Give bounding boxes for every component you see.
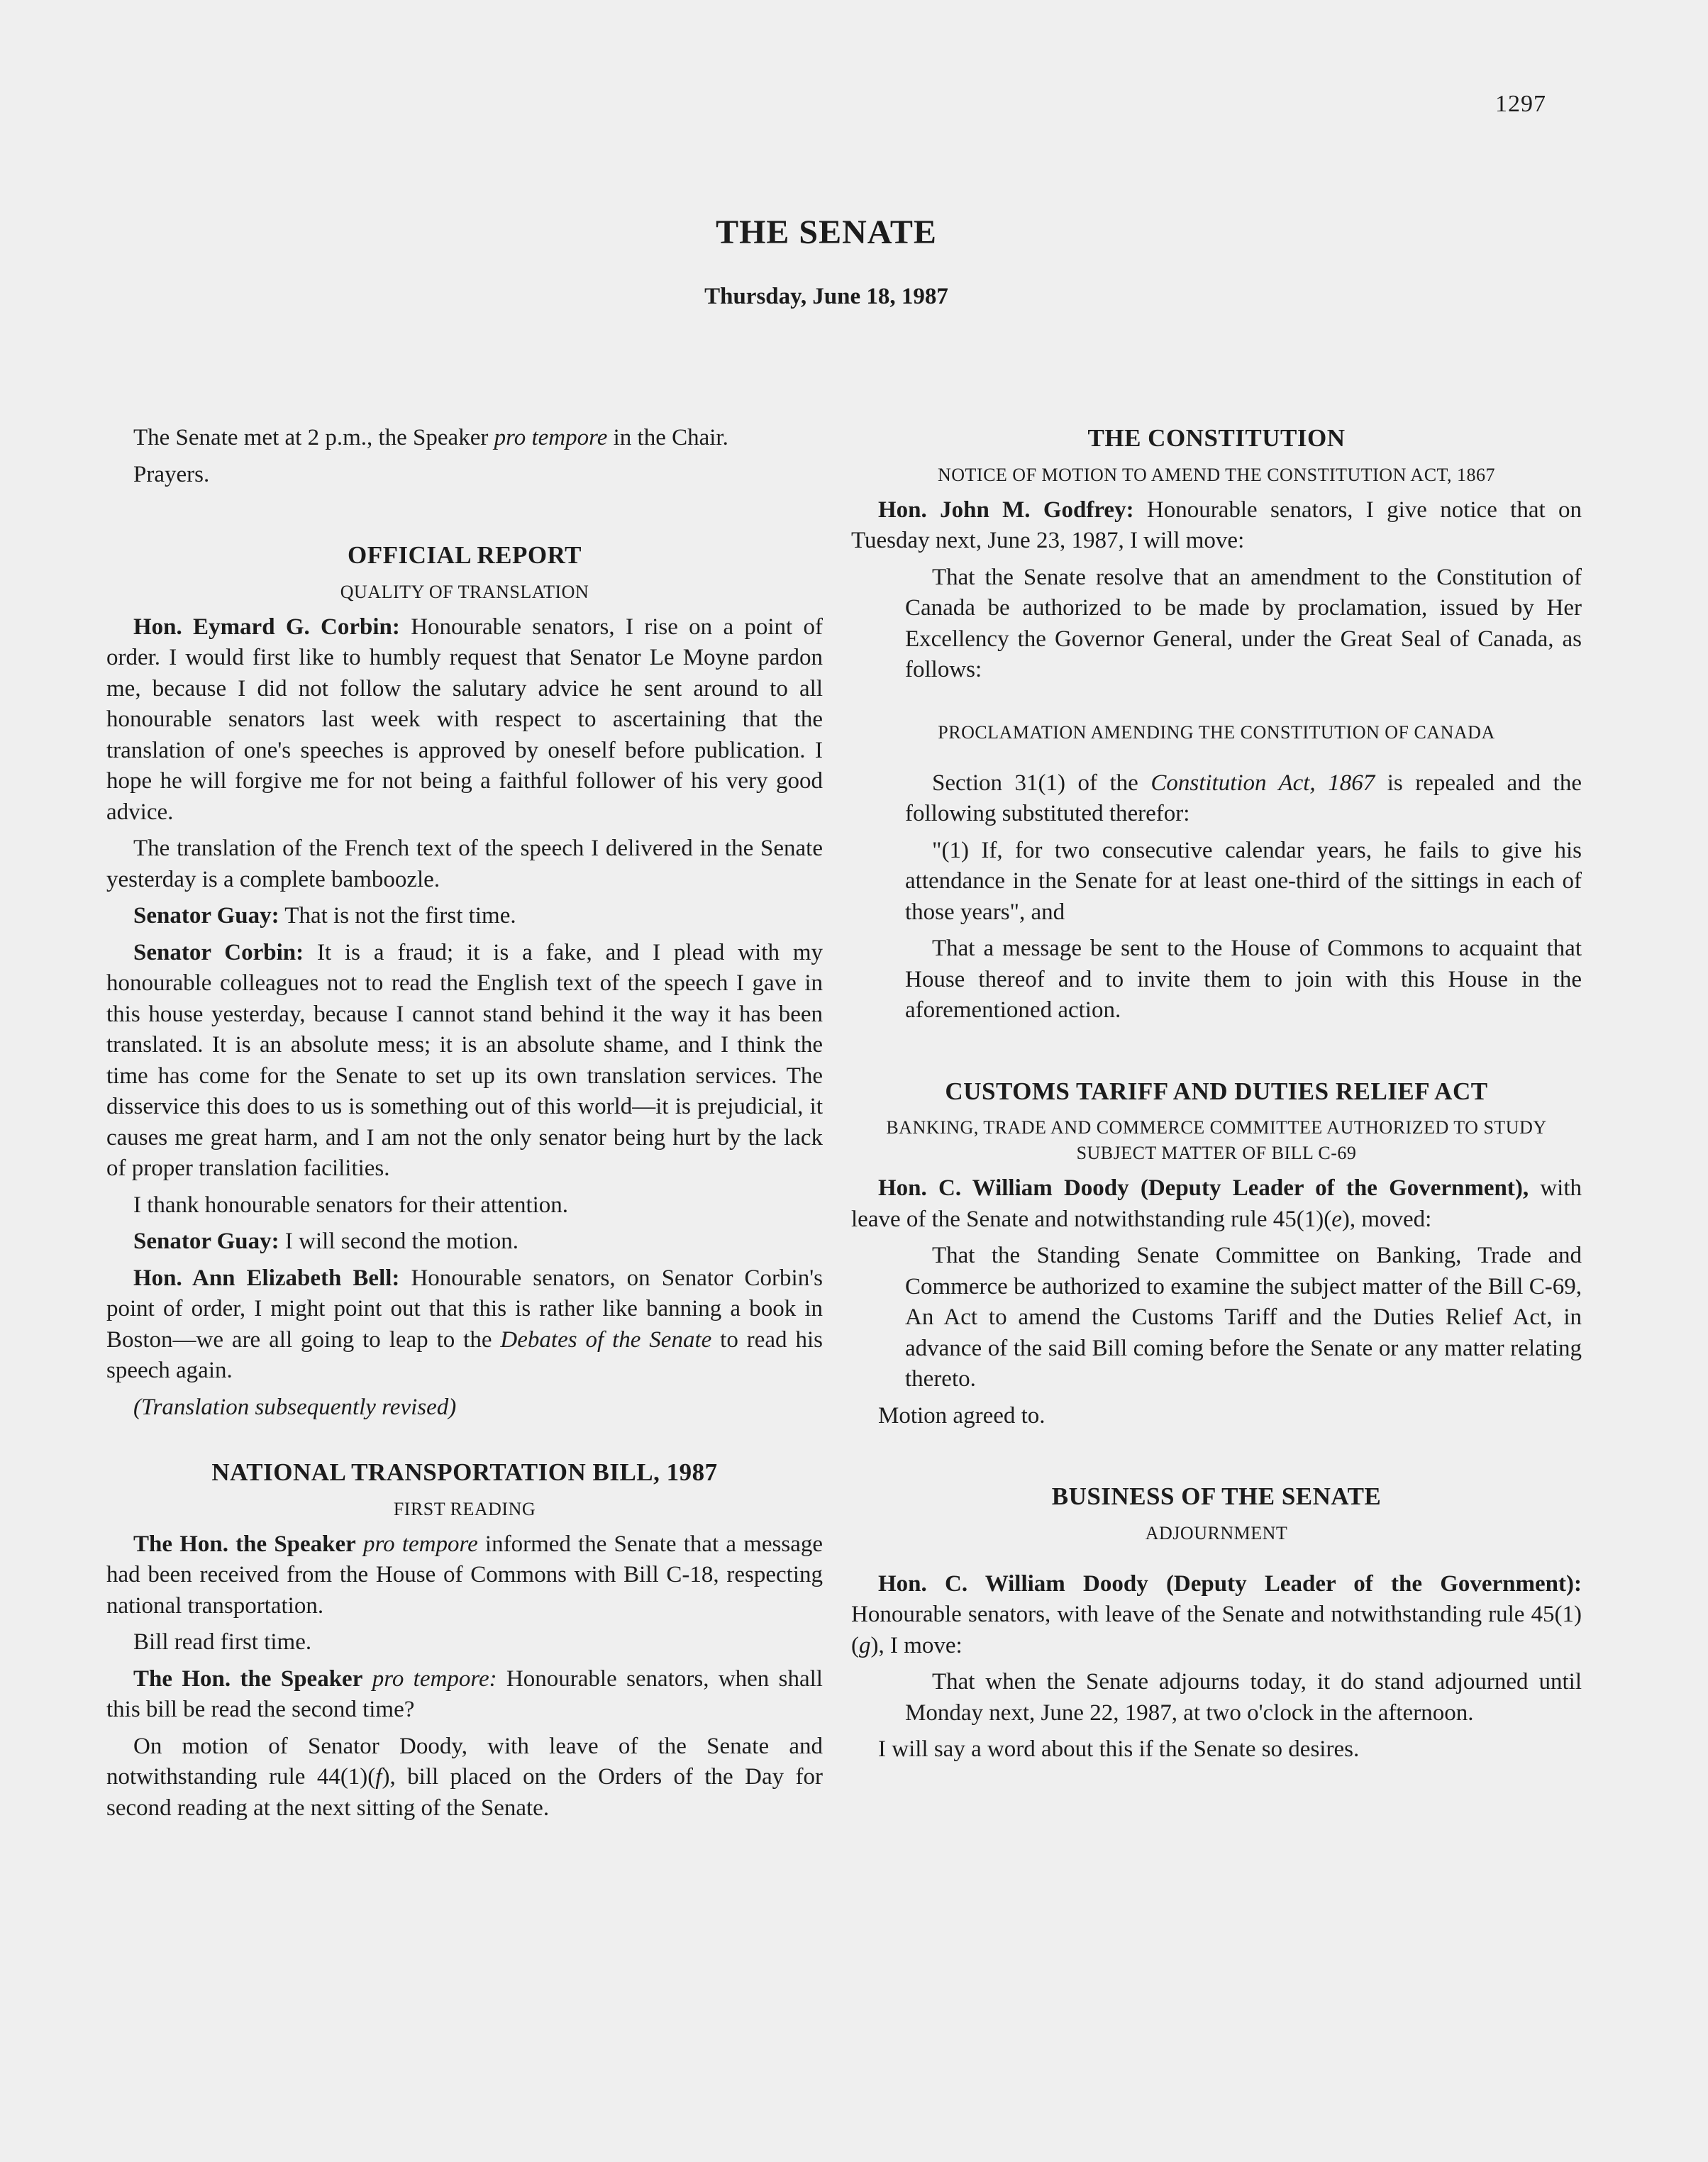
section-heading-transportation-bill: NATIONAL TRANSPORTATION BILL, 1987 [211,1458,718,1486]
closing-remark: I will say a word about this if the Senate so desires. [878,1736,1360,1762]
motion-agreed-line: Motion agreed to. [878,1402,1046,1429]
speaker-question: The Hon. the Speaker pro tempore: Honourable senators, when shall this bill be read the second time? [106,1665,823,1722]
section-heading-business-of-senate: BUSINESS OF THE SENATE [1051,1482,1382,1510]
sitting-date: Thursday, June 18, 1987 [704,284,948,309]
corbin-speech-cont: The translation of the French text of the speech I delivered in the Senate yesterday is a complete bamboozle. [106,836,823,892]
doody-adjournment-motion: Hon. C. William Doody (Deputy Leader of the Government): Honourable senators, with leave of the Senate and notwithstanding rule 45(1)(g), I move: [851,1570,1582,1658]
opening-paragraph: The Senate met at 2 p.m., the Speaker pro tempore in the Chair. [133,425,728,450]
doody-motion-paragraph: On motion of Senator Doody, with leave of the Senate and notwithstanding rule 44(1)(f), bill placed on the Orders of the Day for second reading at the next sitting of the Senate. [106,1733,824,1821]
page-number: 1297 [1495,91,1546,117]
guay-remark-1: Senator Guay: That is not the first time. [133,903,516,928]
corbin-speech: Hon. Eymard G. Corbin: Honourable senators, I rise on a point of order. I would first like to humbly request that Senator Le Moyne pardon me, because I did not follow the salutary advice he sent around to all honourable senators last week with respect to ascertaining that the translation of one's speeches is approved by oneself before publication. I hope he will forgive me for not being a faithful follower of his very good advice. [106,614,823,825]
speaker-message: The Hon. the Speaker pro tempore informed the Senate that a message had been received from the House of Commons with Bill C-18, respecting national transportation. [106,1531,823,1619]
subheading-quality-of-translation: QUALITY OF TRANSLATION [340,581,589,602]
subheading-banking-committee: BANKING, TRADE AND COMMERCE COMMITTEE AUTHORIZED TO STUDY SUBJECT MATTER OF BILL C-69 [886,1117,1547,1163]
corbin-thanks: I thank honourable senators for their attention. [133,1192,569,1218]
adjournment-quote: That when the Senate adjourns today, it do stand adjourned until Monday next, June 22, 1987, at two o'clock in the afternoon. [905,1669,1582,1726]
subheading-adjournment: ADJOURNMENT [1145,1522,1288,1543]
left-column [106,423,823,1829]
doody-motion-customs: Hon. C. William Doody (Deputy Leader of the Government), with leave of the Senate and notwithstanding rule 45(1)(e), moved: [851,1175,1582,1232]
subheading-first-reading: FIRST READING [393,1498,536,1519]
message-quote: That a message be sent to the House of Commons to acquaint that House thereof and to invite them to join with this House in the aforementioned action. [905,936,1582,1023]
committee-authorization-quote: That the Standing Senate Committee on Banking, Trade and Commerce be authorized to examine the subject matter of the Bill C-69, An Act to amend the Customs Tariff and the Duties Relief Act, in advance of the said Bill coming before the Senate or any matter relating thereto. [905,1243,1582,1392]
corbin-speech-2: Senator Corbin: It is a fraud; it is a fake, and I plead with my honourable colleagues not to read the English text of the speech I gave in this house yesterday, because I cannot stand behind it the way it has been translated. It is an absolute mess; it is an absolute shame, and I think the time has come for the Senate to set up its own translation services. The disservice this does to us is something out of this world—it is prejudicial, it causes me great harm, and I am not the only senator being hurt by the lack of proper translation facilities. [106,939,823,1181]
section-heading-official-report: OFFICIAL REPORT [347,541,582,569]
prayers-line: Prayers. [133,461,210,487]
page-title: THE SENATE [716,214,937,251]
bell-speech: Hon. Ann Elizabeth Bell: Honourable senators, on Senator Corbin's point of order, I might point out that this is rather like banning a book in Boston—we are all going to leap to the Debates of the Senate to read his speech again. [106,1265,823,1383]
godfrey-resolution-quote: That the Senate resolve that an amendment to the Constitution of Canada be authorized to be made by proclamation, issued by Her Excellency the Governor General, under the Great Seal of Canada, as follows: [905,564,1582,682]
section-31-text-quote: "(1) If, for two consecutive calendar years, he fails to give his attendance in the Senate for at least one-third of the sittings in each of those years", and [905,837,1582,925]
bill-read-line: Bill read first time. [133,1629,312,1655]
section-heading-customs-tariff: CUSTOMS TARIFF AND DUTIES RELIEF ACT [945,1077,1488,1105]
right-column [851,423,1582,1771]
subheading-notice-of-motion: NOTICE OF MOTION TO AMEND THE CONSTITUTION ACT, 1867 [937,464,1495,485]
guay-remark-2: Senator Guay: I will second the motion. [133,1229,518,1254]
section-heading-constitution: THE CONSTITUTION [1087,424,1346,452]
proclamation-heading: PROCLAMATION AMENDING THE CONSTITUTION OF CANADA [938,721,1495,743]
translation-note: (Translation subsequently revised) [133,1394,457,1420]
section-31-paragraph: Section 31(1) of the Constitution Act, 1867 is repealed and the following substituted therefor: [905,770,1582,826]
godfrey-notice: Hon. John M. Godfrey: Honourable senators, I give notice that on Tuesday next, June 23, 1987, I will move: [851,497,1582,553]
